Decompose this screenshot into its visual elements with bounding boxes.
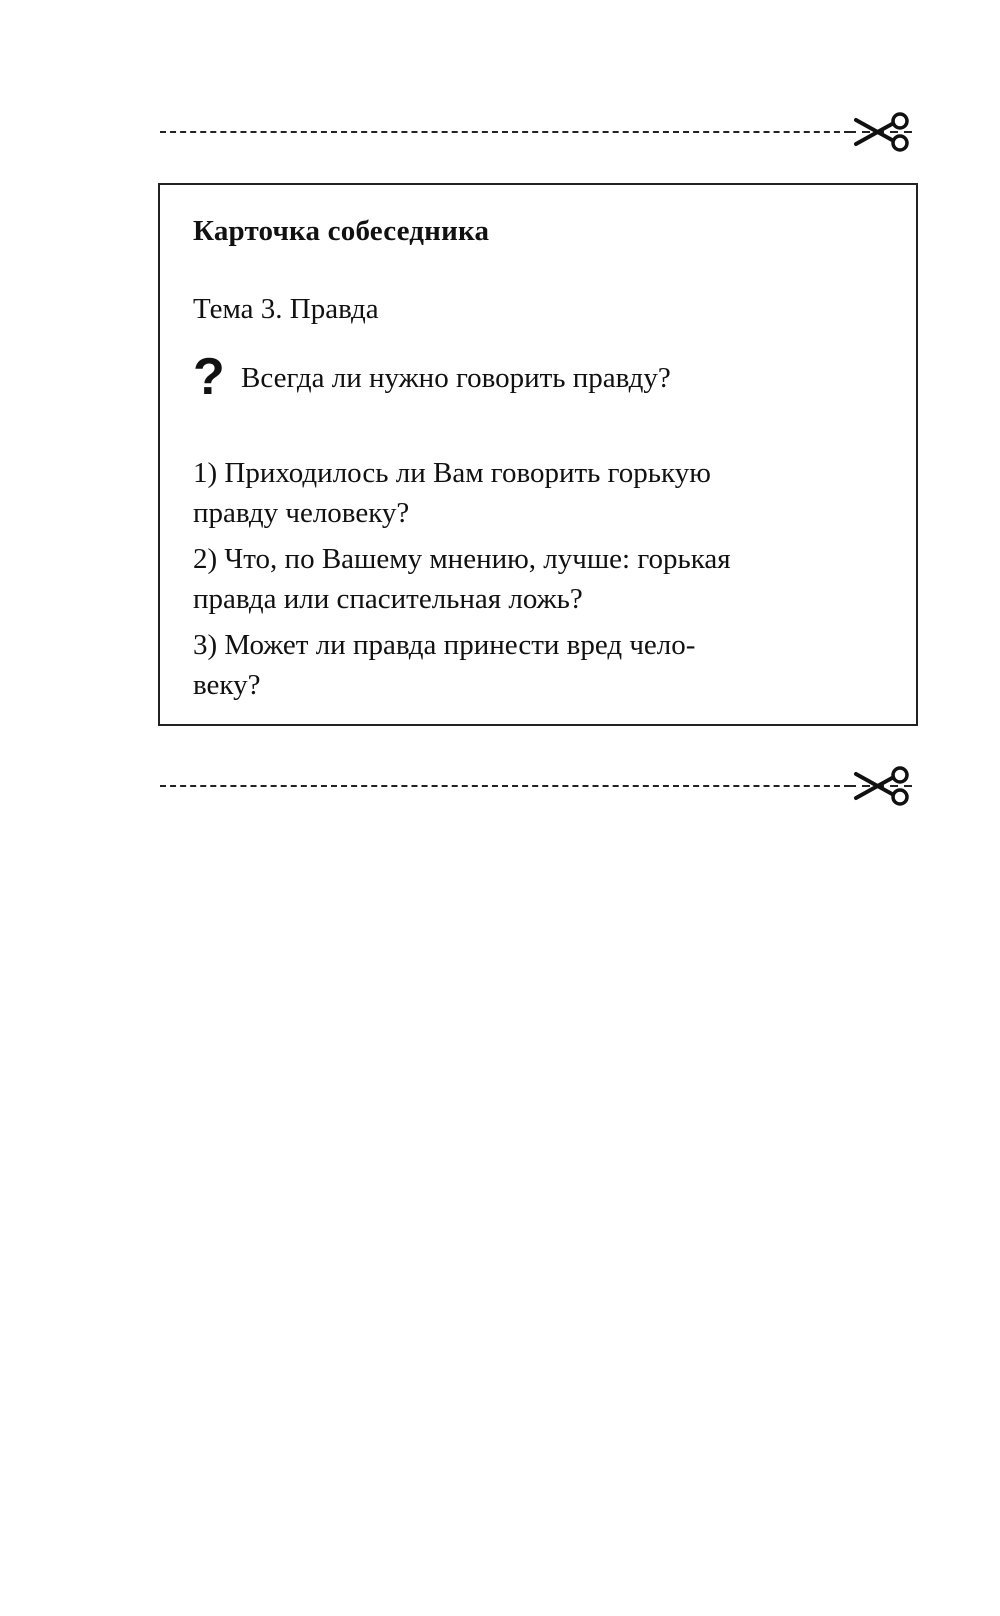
- cut-line-top: [160, 112, 920, 152]
- sub-question-3-line-1: 3) Может ли правда принести вред чело-: [193, 629, 696, 661]
- scissors-icon: [848, 766, 920, 806]
- card-title: Карточка собеседника: [193, 215, 490, 247]
- dashed-line: [160, 785, 850, 787]
- sub-question-2: [193, 539, 893, 619]
- main-question: Всегда ли нужно говорить правду?: [241, 362, 671, 394]
- question-mark-icon: ?: [193, 348, 225, 406]
- sub-question-list: [193, 453, 893, 711]
- topic-heading: Тема 3. Правда: [193, 293, 379, 325]
- sub-question-2-line-1: 2) Что, по Вашему мнению, лучше: горькая: [193, 543, 731, 575]
- sub-question-1-line-1: 1) Приходилось ли Вам говорить горькую: [193, 457, 711, 489]
- sub-question-1-line-2: правду человеку?: [193, 497, 410, 529]
- sub-question-3-line-2: веку?: [193, 669, 261, 701]
- sub-question-2-line-2: правда или спасительная ложь?: [193, 583, 583, 615]
- interlocutor-card: [158, 183, 918, 726]
- cut-line-bottom: [160, 766, 920, 806]
- sub-question-3: [193, 625, 893, 705]
- sub-question-1: [193, 453, 893, 533]
- dashed-line: [160, 131, 850, 133]
- scissors-icon: [848, 112, 920, 152]
